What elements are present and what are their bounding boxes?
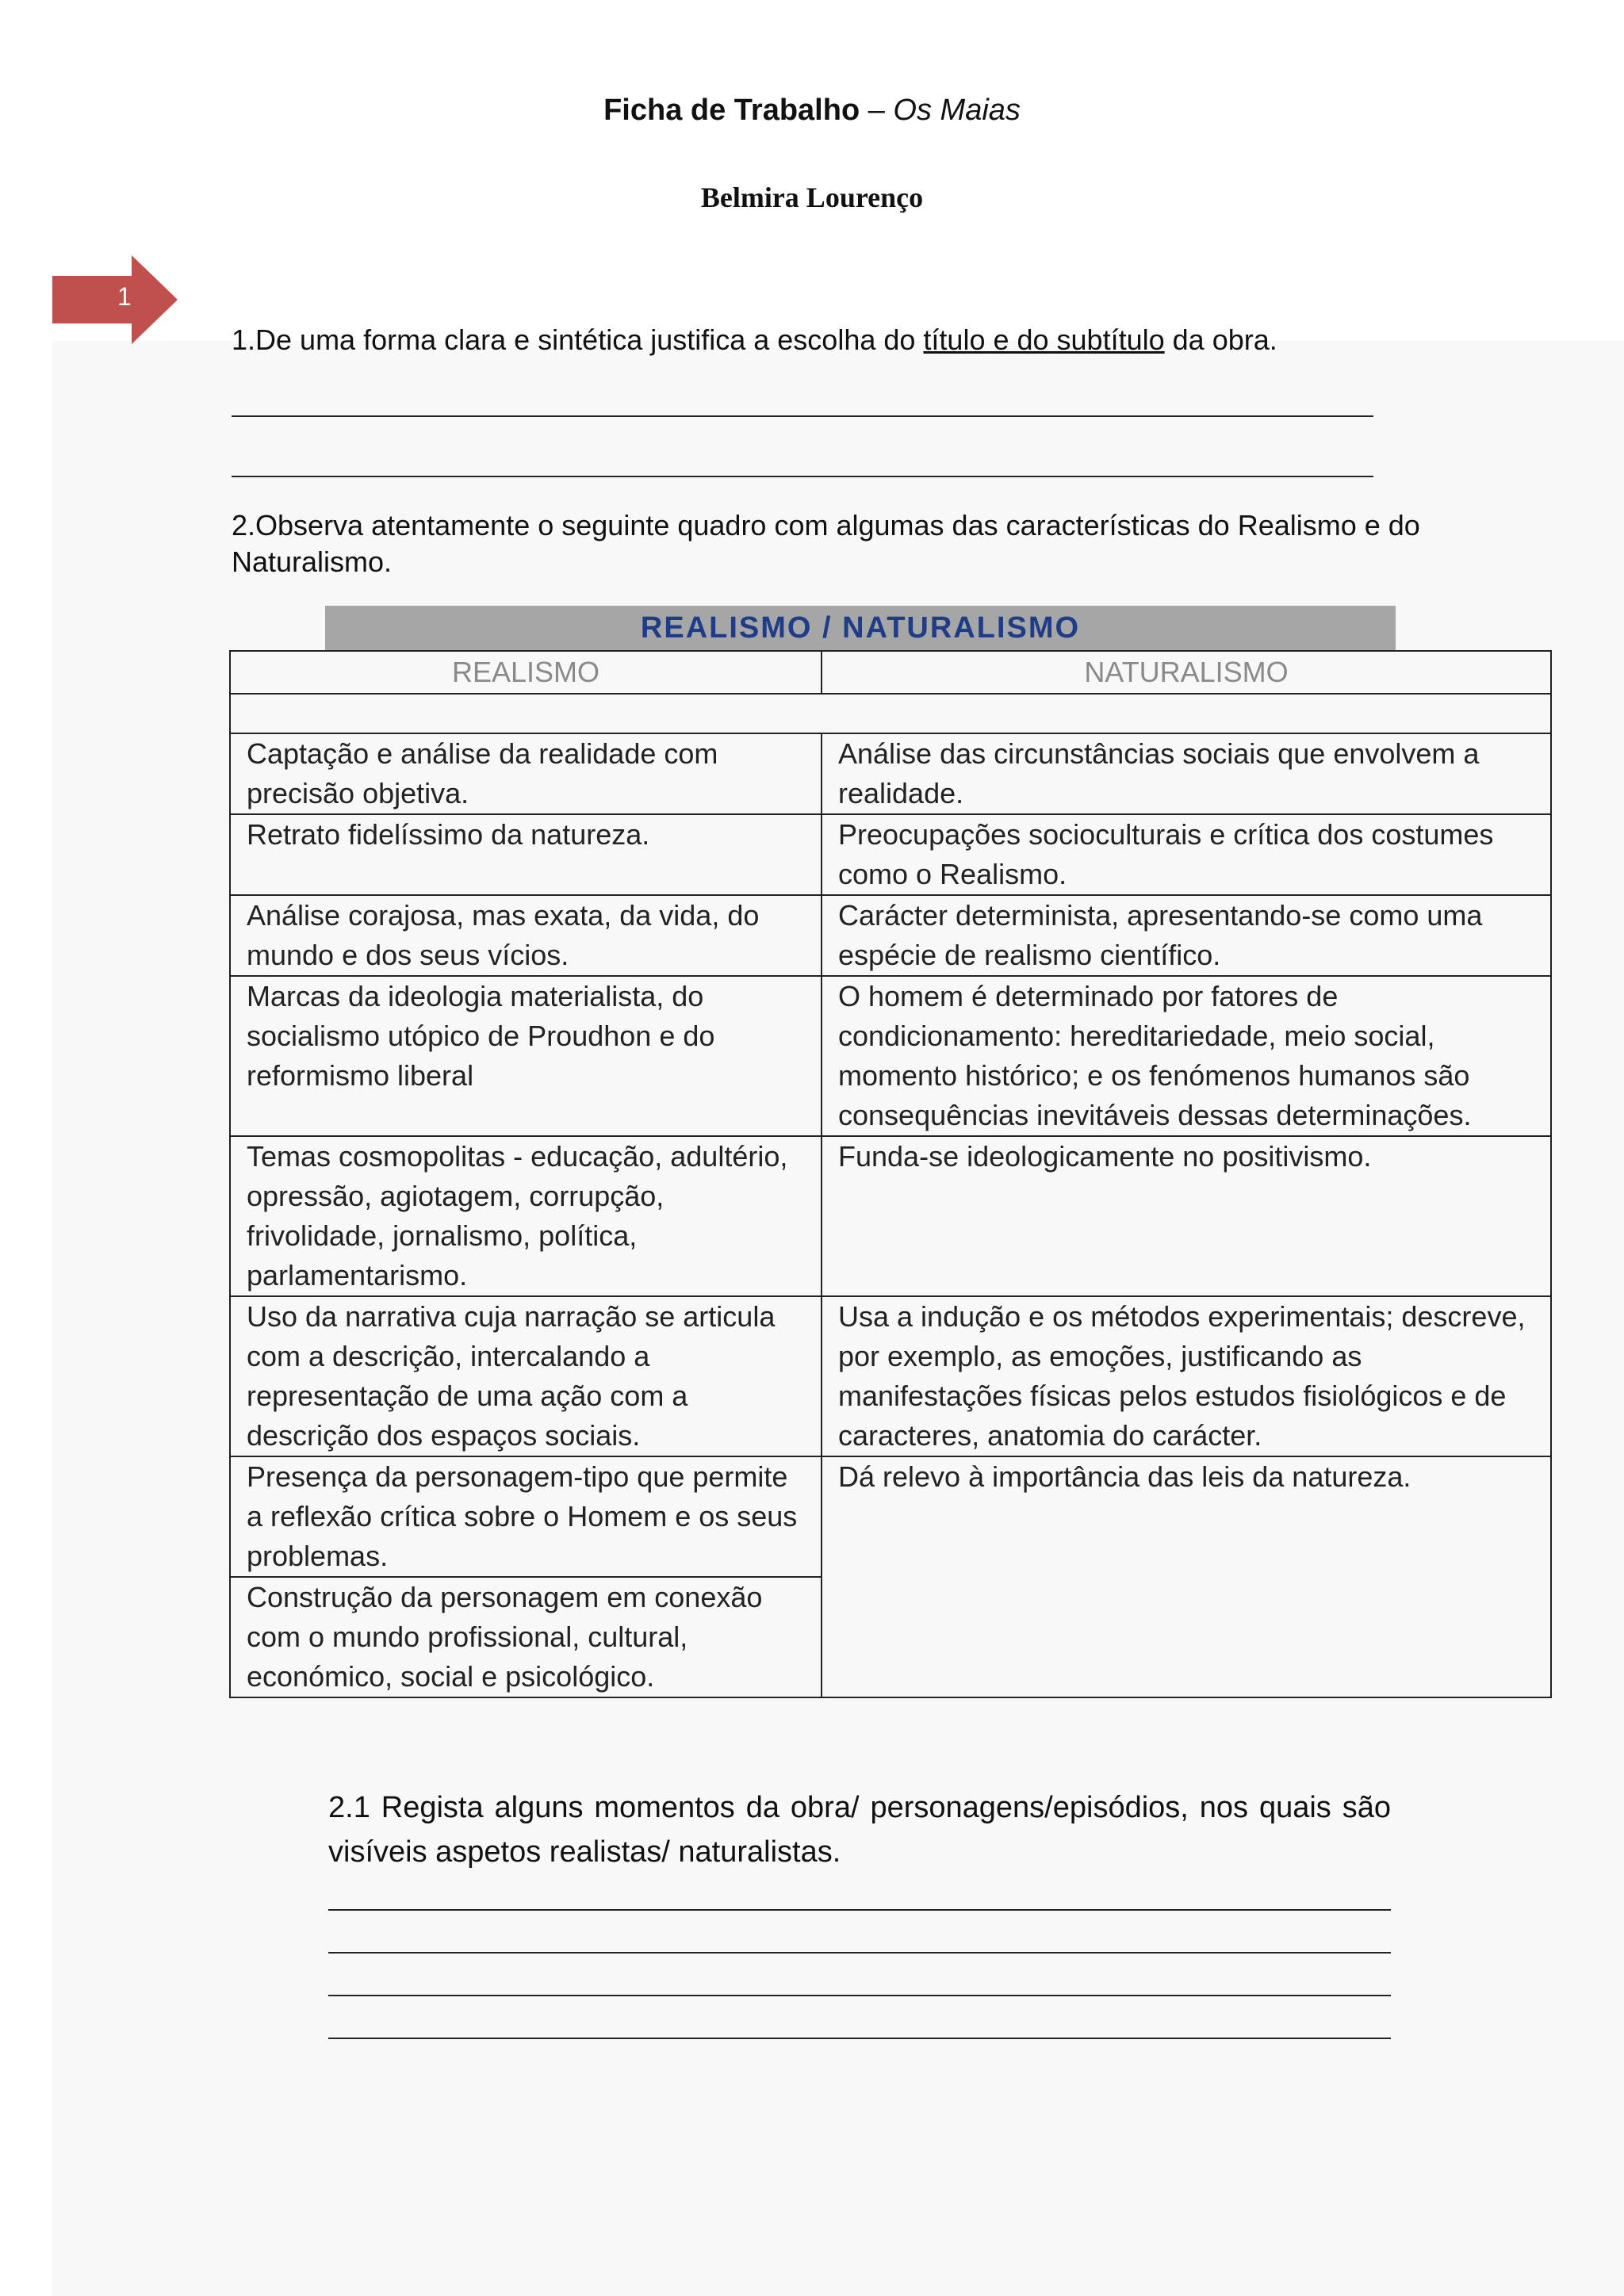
naturalismo-cell: Dá relevo à importância das leis da natureza. (822, 1456, 1551, 1697)
title-bold: Ficha de Trabalho (603, 94, 860, 127)
column-header-realismo: REALISMO (230, 651, 822, 694)
realismo-naturalismo-table (229, 650, 1552, 1698)
page-number: 1 (117, 282, 132, 311)
table-row (230, 814, 1551, 895)
answer-line-3[interactable] (328, 1909, 1391, 1911)
answer-line-1[interactable] (232, 415, 1373, 417)
answer-line-2[interactable] (232, 476, 1373, 477)
naturalismo-cell: Preocupações socioculturais e crítica dos costumes como o Realismo. (822, 814, 1551, 895)
table-row (230, 976, 1551, 1136)
answer-line-4[interactable] (328, 1952, 1391, 1954)
realismo-cell: Captação e análise da realidade com precisão objetiva. (230, 733, 822, 814)
naturalismo-cell: Funda-se ideologicamente no positivismo. (822, 1136, 1551, 1296)
spacer-cell (230, 694, 1551, 733)
realismo-cell: Marcas da ideologia materialista, do socialismo utópico de Proudhon e do reformismo liberal (230, 976, 822, 1136)
naturalismo-cell: Análise das circunstâncias sociais que envolvem a realidade. (822, 733, 1551, 814)
table-header-row (230, 651, 1551, 694)
table-row (230, 733, 1551, 814)
question-2: 2.Observa atentamente o seguinte quadro com algumas das características do Realismo e do Naturalismo. (232, 509, 1420, 578)
author-name: Belmira Lourenço (700, 182, 924, 213)
question-1-suffix: da obra. (1164, 323, 1277, 356)
table-row (230, 895, 1551, 976)
realismo-cell: Análise corajosa, mas exata, da vida, do mundo e dos seus vícios. (230, 895, 822, 976)
naturalismo-cell: O homem é determinado por fatores de condicionamento: hereditariedade, meio social, momento histórico; e os fenómenos humanos são consequências inevitáveis dessas determinações. (822, 976, 1551, 1136)
worksheet-title (0, 94, 1624, 128)
table-row (230, 1136, 1551, 1296)
title-separator: – (860, 94, 894, 127)
realismo-cell: Presença da personagem-tipo que permite a reflexão crítica sobre o Homem e os seus problemas. (230, 1456, 822, 1577)
question-1-prefix: 1.De uma forma clara e sintética justifica a escolha do (232, 323, 924, 356)
realismo-cell: Uso da narrativa cuja narração se articula com a descrição, intercalando a representação de uma ação com a descrição dos espaços sociais. (230, 1296, 822, 1456)
naturalismo-cell: Carácter determinista, apresentando-se como uma espécie de realismo científico. (822, 895, 1551, 976)
realismo-cell: Construção da personagem em conexão com o mundo profissional, cultural, económico, social e psicológico. (230, 1577, 822, 1697)
table-banner: REALISMO / NATURALISMO (325, 606, 1396, 650)
answer-line-6[interactable] (328, 2038, 1391, 2039)
title-italic: Os Maias (893, 94, 1021, 127)
realismo-cell: Temas cosmopolitas - educação, adultério, opressão, agiotagem, corrupção, frivolidade, jornalismo, política, parlamentarismo. (230, 1136, 822, 1296)
realismo-cell: Retrato fidelíssimo da natureza. (230, 814, 822, 895)
question-1-underlined: título e do subtítulo (923, 323, 1165, 356)
page-marker-arrow-icon (52, 255, 179, 344)
table-row (230, 1296, 1551, 1456)
column-header-naturalismo: NATURALISMO (822, 651, 1551, 694)
table-spacer-row (230, 694, 1551, 733)
naturalismo-cell: Usa a indução e os métodos experimentais; descreve, por exemplo, as emoções, justificando as manifestações físicas pelos estudos fisiológicos e de caracteres, anatomia do carácter. (822, 1296, 1551, 1456)
table-row (230, 1456, 1551, 1577)
question-1 (232, 322, 1277, 358)
question-2-1: 2.1 Regista alguns momentos da obra/ personagens/episódios, nos quais são visíveis aspetos realistas/ naturalistas. (328, 1791, 1391, 1869)
answer-line-5[interactable] (328, 1995, 1391, 1996)
